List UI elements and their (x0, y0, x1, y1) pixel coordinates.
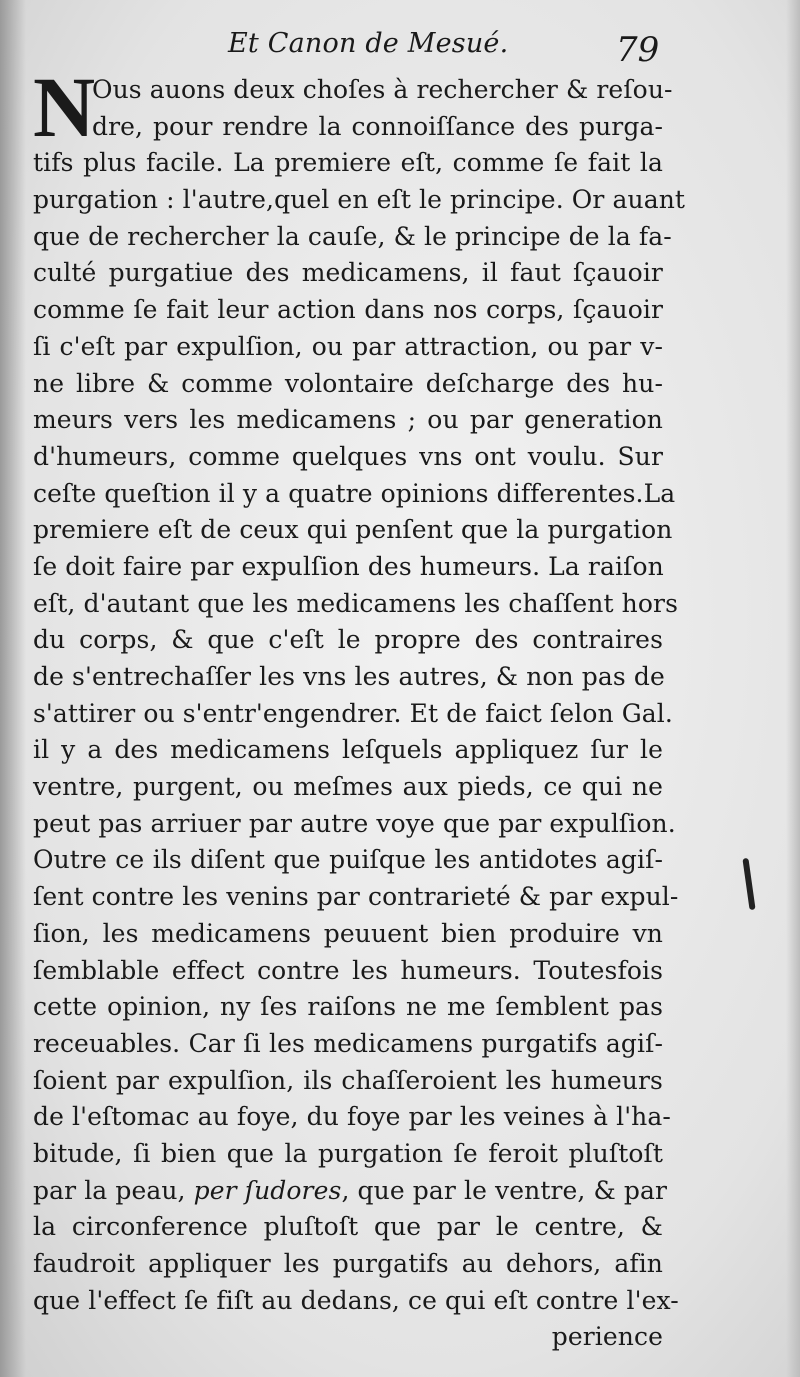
drop-cap: N (33, 59, 94, 155)
text-line-2: dre, pour rendre la connoiſſance des purga- (92, 111, 663, 141)
text-line-31-start: par la peau, (33, 1175, 194, 1205)
page-number: 79 (616, 30, 660, 70)
italic-phrase: per ſudores (193, 1175, 342, 1205)
text-line-19: il y a des medicamens leſquels appliquez ſur le (33, 735, 663, 765)
text-line-5: que de rechercher la cauſe, & le principe de la fa- (33, 221, 672, 251)
gutter-shadow (0, 0, 26, 1377)
text-line-12: ceſte queſtion il y a quatre opinions differentes.La (33, 478, 676, 508)
page-edge-shadow (786, 0, 800, 1377)
text-line-15: eſt, d'autant que les medicamens les chaſſent hors (33, 588, 679, 618)
text-line-14: ſe doit faire par expulſion des humeurs. La raiſon (33, 551, 664, 581)
running-head: Et Canon de Mesué. (228, 28, 509, 59)
text-line-18: s'attirer ou s'entr'engendrer. Et de faict ſelon Gal. (33, 698, 673, 728)
text-line-29: de l'eſtomac au foye, du foye par les veines à l'ha- (33, 1102, 671, 1132)
text-line-6: culté purgatiue des medicamens, il faut ſçauoir (33, 258, 663, 288)
text-line-13: premiere eſt de ceux qui penſent que la purgation (33, 515, 673, 545)
body-text (33, 59, 686, 1356)
text-line-31 (33, 1173, 668, 1210)
text-line-3: tifs plus facile. La premiere eſt, comme ſe fait la (33, 148, 663, 178)
text-line-32: la circonference pluſtoſt que par le centre, & (33, 1212, 663, 1242)
text-line-8: ſi c'eſt par expulſion, ou par attraction, ou par v- (33, 331, 663, 361)
text-line-7: comme ſe fait leur action dans nos corps, ſçauoir (33, 295, 663, 325)
text-line-17: de s'entrechaſſer les vns les autres, & non pas de (33, 662, 665, 691)
text-line-27: receuables. Car ſi les medicamens purgatifs agiſ- (33, 1028, 663, 1058)
text-line-4: purgation : l'autre,quel en eſt le principe. Or auant (33, 185, 686, 215)
text-line-16: du corps, & que c'eſt le propre des contraires (33, 625, 663, 655)
text-line-22: Outre ce ils diſent que puiſque les antidotes agiſ- (33, 845, 663, 875)
text-line-26: cette opinion, ny ſes raiſons ne me ſemblent pas (33, 992, 663, 1022)
text-line-20: ventre, purgent, ou meſmes aux pieds, ce qui ne (33, 772, 663, 802)
text-line-31-end: , que par le ventre, & par (341, 1175, 668, 1205)
text-line-10: meurs vers les medicamens ; ou par generation (33, 405, 663, 435)
text-line-23: ſent contre les venins par contrarieté & par expul- (33, 882, 679, 912)
text-line-25: ſemblable effect contre les humeurs. Toutesfois (33, 955, 663, 985)
text-line-9: ne libre & comme volontaire deſcharge des hu- (33, 368, 663, 398)
text-line-33: faudroit appliquer les purgatifs au dehors, afin (33, 1249, 663, 1278)
ink-mark (742, 858, 755, 910)
text-line-1: Ous auons deux choſes à rechercher & reſou- (92, 75, 673, 104)
text-line-24: ſion, les medicamens peuuent bien produire vn (33, 918, 663, 948)
catchword: perience (551, 1322, 663, 1352)
text-line-28: ſoient par expulſion, ils chaſſeroient les humeurs (33, 1065, 663, 1095)
text-line-30: bitude, ſi bien que la purgation ſe feroit pluſtoſt (33, 1138, 663, 1168)
text-line-11: d'humeurs, comme quelques vns ont voulu. Sur (33, 441, 663, 471)
text-line-21: peut pas arriuer par autre voye que par expulſion. (33, 808, 676, 838)
text-line-34: que l'effect ſe fiſt au dedans, ce qui eſt contre l'ex- (33, 1285, 679, 1315)
